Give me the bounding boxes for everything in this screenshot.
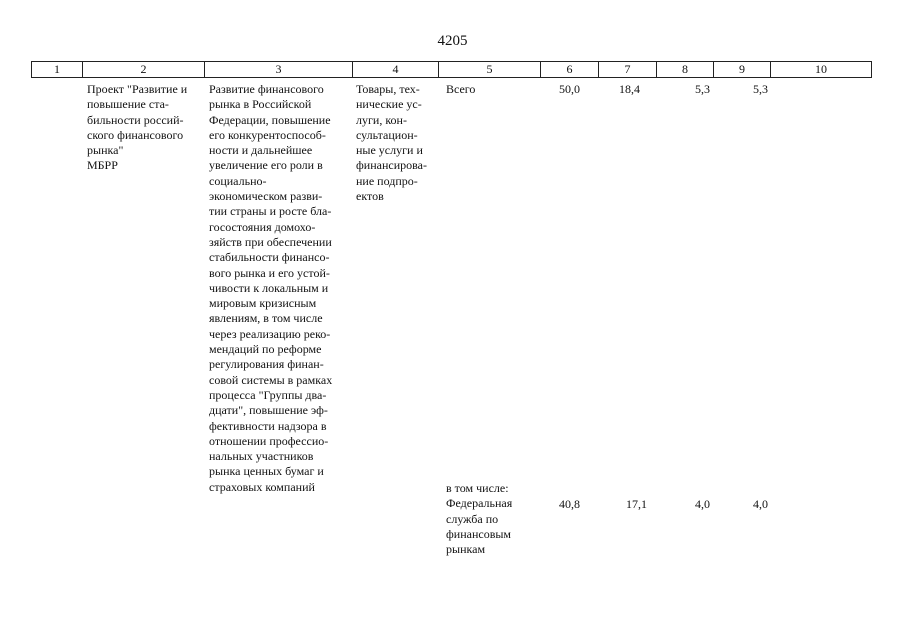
project-goal-cell: Развитие финансового рынка в Российской Федерации, повышение его конкурентоспособ- ности и дальнейшее увеличение его роли в социально- экономическом разви- тии страны и росте бла- госостояния домохо- зяйств при обеспечении стабильности финансо- вого рынка и его устой- чивости к локальным и мировым кризисным явлениям, в том числе через реализацию реко- мендаций по реформе регулирования финан- совой системы в рамках процесса "Группы два- дцати", повышение эф- фективности надзора в отношении профессио- нальных участников рынка ценных бумаг и страховых компаний <box>209 82 333 494</box>
column-header-10: 10 <box>770 62 872 77</box>
column-header-8: 8 <box>656 62 713 77</box>
financing-purpose-cell: Товары, тех- нические ус- луги, кон- сультацион- ные услуги и финансирова- ние подпро- ектов <box>356 82 427 204</box>
total-col8-value: 5,3 <box>695 82 710 96</box>
column-header-4: 4 <box>352 62 438 77</box>
including-col9-value: 4,0 <box>753 497 768 511</box>
column-header-7: 7 <box>598 62 656 77</box>
including-col7-value: 17,1 <box>626 497 647 511</box>
page-number: 4205 <box>437 33 468 49</box>
column-header-1: 1 <box>31 62 82 77</box>
including-col6-value: 40,8 <box>559 497 580 511</box>
total-col7-value: 18,4 <box>619 82 640 96</box>
column-header-6: 6 <box>540 62 598 77</box>
project-name-cell: Проект "Развитие и повышение ста- бильности россий- ского финансового рынка" МБРР <box>87 82 188 173</box>
table-header-row <box>31 61 872 78</box>
total-col9-value: 5,3 <box>753 82 768 96</box>
including-col8-value: 4,0 <box>695 497 710 511</box>
total-col6-value: 50,0 <box>559 82 580 96</box>
including-label: в том числе: Федеральная служба по финансовым рынкам <box>446 481 513 557</box>
column-header-3: 3 <box>204 62 352 77</box>
column-header-2: 2 <box>82 62 204 77</box>
column-header-5: 5 <box>438 62 540 77</box>
total-label: Всего <box>446 82 476 96</box>
column-header-9: 9 <box>713 62 770 77</box>
